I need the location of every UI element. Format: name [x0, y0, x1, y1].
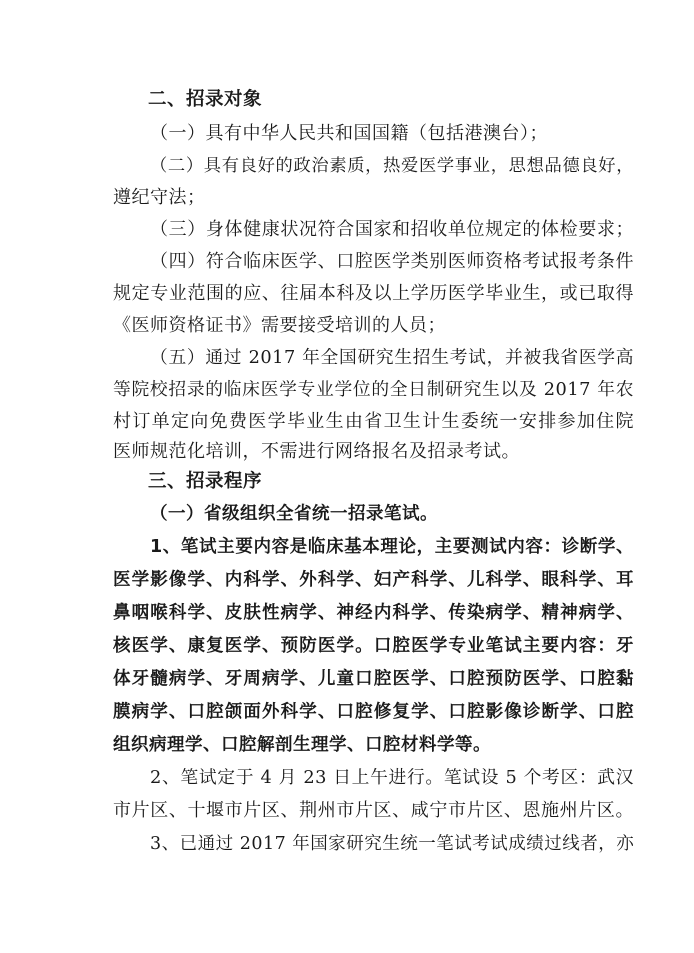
paragraph-line: （四）符合临床医学、口腔医学类别医师资格考试报考条件	[150, 251, 634, 272]
paragraph-line: （一）具有中华人民共和国国籍（包括港澳台）；	[150, 123, 548, 144]
bold-paragraph-line: 1、笔试主要内容是临床基本理论，主要测试内容：诊断学、	[150, 537, 634, 557]
paragraph-line: 市片区、十堰市片区、荆州市片区、咸宁市片区、恩施州片区。	[113, 800, 634, 821]
section-heading: 二、招录对象	[148, 89, 263, 110]
paragraph-line: 《医师资格证书》需要接受培训的人员；	[113, 315, 446, 336]
paragraph-line: （五）通过 2017 年全国研究生招生考试，并被我省医学高	[150, 348, 634, 368]
paragraph-line: 3、已通过 2017 年国家研究生统一笔试考试成绩过线者，亦	[150, 834, 635, 854]
bold-paragraph-line: 膜病学、口腔颌面外科学、口腔修复学、口腔影像诊断学、口腔	[113, 702, 634, 722]
bold-paragraph-line: 鼻咽喉科学、皮肤性病学、神经内科学、传染病学、精神病学、	[113, 603, 634, 623]
bold-paragraph-line: 核医学、康复医学、预防医学。口腔医学专业笔试主要内容：牙	[113, 636, 634, 656]
bold-paragraph-line: 医学影像学、内科学、外科学、妇产科学、儿科学、眼科学、耳	[113, 570, 634, 590]
sub-heading: （一）省级组织全省统一招录笔试。	[150, 504, 438, 524]
paragraph-line: 村订单定向免费医学毕业生由省卫生计生委统一安排参加住院	[113, 411, 634, 432]
paragraph-line: 等院校招录的临床医学专业学位的全日制研究生以及 2017 年农	[113, 380, 634, 400]
section-heading: 三、招录程序	[148, 471, 263, 492]
paragraph-line: 规定专业范围的应、往届本科及以上学历医学毕业生，或已取得	[113, 283, 634, 304]
paragraph-line: 2、笔试定于 4 月 23 日上午进行。笔试设 5 个考区：武汉	[150, 768, 634, 788]
paragraph-line: 遵纪守法；	[113, 187, 206, 208]
paragraph-line: （三）身体健康状况符合国家和招收单位规定的体检要求；	[150, 219, 634, 240]
bold-paragraph-line: 体牙髓病学、牙周病学、儿童口腔医学、口腔预防医学、口腔黏	[113, 669, 634, 689]
paragraph-line: （二）具有良好的政治素质，热爱医学事业，思想品德良好，	[150, 156, 634, 176]
paragraph-line: 医师规范化培训，不需进行网络报名及招录考试。	[113, 441, 520, 462]
bold-paragraph-line: 组织病理学、口腔解剖生理学、口腔材料学等。	[113, 735, 491, 755]
